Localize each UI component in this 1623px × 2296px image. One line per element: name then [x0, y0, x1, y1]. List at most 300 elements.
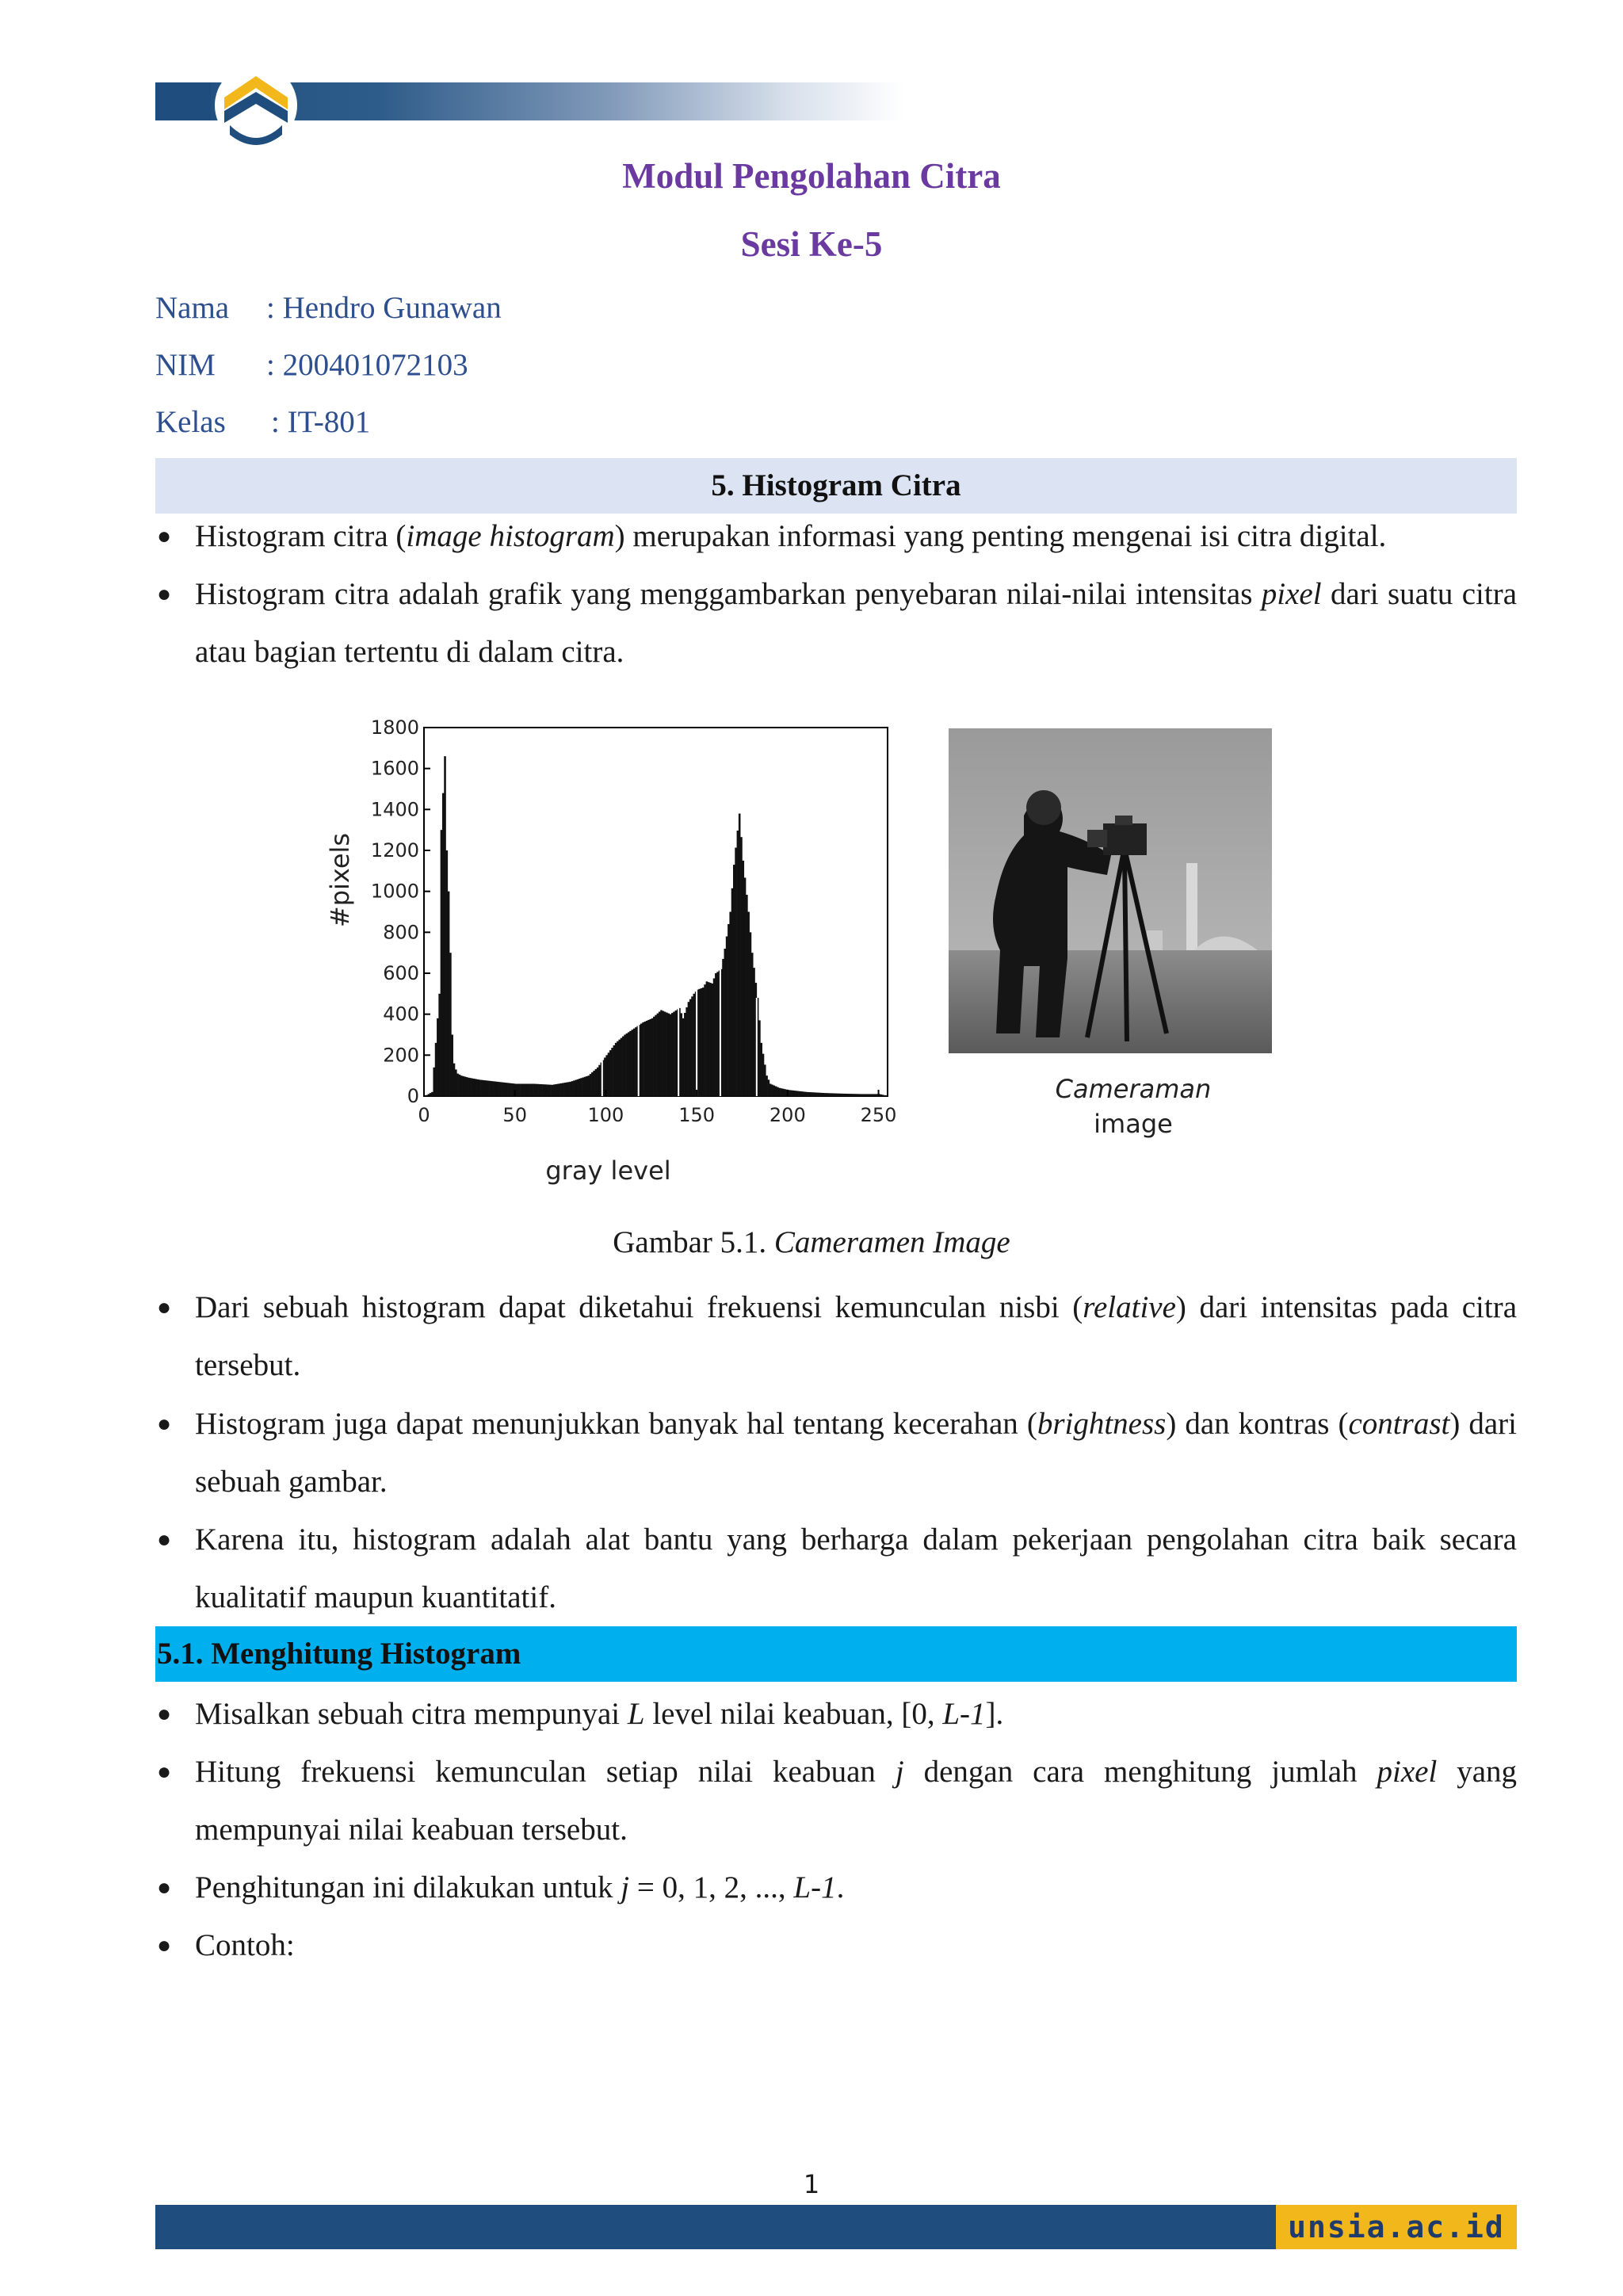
histogram-bar [724, 949, 727, 1096]
list-item-text: Penghitungan ini dilakukan untuk j = 0, 1, 2, ..., L-1. [195, 1870, 845, 1904]
histogram-bar [486, 1080, 488, 1096]
histogram-bar [884, 1095, 886, 1096]
histogram-bar [549, 1085, 552, 1096]
histogram-bar [456, 1074, 459, 1096]
histogram-bar [815, 1092, 817, 1096]
histogram-bar [453, 1064, 456, 1096]
histogram-bar [615, 1043, 617, 1096]
histogram-bar [479, 1079, 481, 1096]
histogram-bar [473, 1079, 475, 1096]
histogram-bar [737, 831, 739, 1096]
histogram-bar [521, 1084, 523, 1097]
histogram-bar [564, 1083, 567, 1096]
histogram-bar [750, 932, 752, 1096]
bullet-icon: ● [157, 1411, 172, 1437]
histogram-bar [442, 793, 445, 1096]
histogram-bar [587, 1075, 590, 1096]
histogram-bar [740, 837, 743, 1096]
histogram-bar [819, 1093, 821, 1096]
histogram-bar [609, 1050, 612, 1096]
histogram-bar [857, 1094, 859, 1096]
histogram-bar [556, 1084, 559, 1096]
histogram-bar [480, 1080, 483, 1096]
histogram-bar [704, 984, 706, 1096]
histogram-bar [831, 1093, 834, 1096]
histogram-bar [548, 1085, 550, 1096]
histogram-bar [462, 1076, 464, 1096]
histogram-bar [435, 1043, 437, 1096]
y-tick-label: 200 [383, 1044, 419, 1067]
figure-caption-prefix: Gambar 5.1. [613, 1225, 774, 1259]
histogram-bar [844, 1094, 846, 1096]
list-item [155, 565, 1517, 681]
list-item-text: Contoh: [195, 1928, 295, 1962]
name-value: : Hendro Gunawan [266, 291, 502, 325]
histogram-bar [837, 1094, 839, 1096]
histogram-bar [586, 1076, 588, 1096]
histogram-bar [511, 1083, 514, 1096]
histogram-bar [535, 1084, 537, 1096]
histogram-bar [682, 1018, 685, 1096]
histogram-bar [840, 1094, 842, 1096]
histogram-bar [882, 1095, 884, 1096]
histogram-bar [567, 1082, 570, 1096]
bullet-icon: ● [157, 1759, 172, 1785]
histogram-bar [459, 1075, 461, 1096]
histogram-bar [508, 1083, 510, 1096]
histogram-bar [778, 1088, 781, 1096]
histogram-bar [584, 1077, 586, 1096]
histogram-bar [577, 1079, 579, 1096]
histogram-bar [504, 1083, 506, 1096]
histogram-bar [498, 1082, 501, 1096]
histogram-bar [431, 1092, 433, 1096]
x-tick-label: 0 [418, 1104, 430, 1126]
histogram-bar [848, 1094, 850, 1096]
histogram-bar [875, 1094, 877, 1096]
histogram-bar [448, 892, 450, 1096]
y-tick-label: 1000 [370, 880, 419, 903]
histogram-bar [562, 1083, 564, 1096]
histogram-bar [685, 1007, 688, 1096]
nim-value: : 200401072103 [266, 348, 468, 382]
histogram-bar [827, 1093, 830, 1096]
list-item [155, 1278, 1517, 1394]
histogram-bar [817, 1093, 819, 1096]
histogram-bar [851, 1094, 854, 1096]
histogram-bar [595, 1069, 598, 1096]
histogram-bar [633, 1029, 636, 1096]
x-tick-label: 50 [502, 1104, 527, 1126]
histogram-bar [675, 1010, 678, 1096]
histogram-bar [693, 994, 696, 1096]
histogram-bar [777, 1087, 779, 1096]
histogram-bar [500, 1082, 502, 1096]
histogram-bar [739, 814, 741, 1097]
histogram-bar [826, 1093, 828, 1096]
histogram-bar [670, 1014, 672, 1096]
histogram-bar [865, 1094, 868, 1096]
histogram-bar [733, 865, 735, 1096]
x-tick-label: 100 [587, 1104, 624, 1126]
histogram-bar [830, 1093, 832, 1096]
bullet-icon: ● [157, 1526, 172, 1553]
histogram-bar [646, 1021, 648, 1096]
student-name-row [155, 290, 502, 326]
histogram-bar [711, 984, 713, 1096]
histogram-chart [317, 713, 911, 1197]
histogram-bar [663, 1011, 665, 1096]
y-tick-label: 1800 [370, 716, 419, 739]
histogram-bar [702, 988, 705, 1096]
histogram-bar [820, 1093, 823, 1096]
section-heading: 5. Histogram Citra [155, 458, 1517, 514]
histogram-bar [469, 1078, 472, 1096]
list-item [155, 1859, 1517, 1916]
x-tick-label: 250 [860, 1104, 897, 1126]
histogram-bar [760, 1043, 762, 1096]
histogram-bar [764, 1064, 766, 1096]
histogram-bar [552, 1085, 554, 1096]
histogram-bar [539, 1084, 541, 1096]
histogram-bar [528, 1084, 530, 1097]
histogram-bar [751, 953, 754, 1096]
histogram-bar [809, 1092, 812, 1096]
histogram-bar [802, 1091, 804, 1096]
histogram-bar [822, 1093, 824, 1096]
histogram-bar [864, 1094, 866, 1096]
histogram-bar [497, 1082, 499, 1096]
histogram-bar [525, 1084, 528, 1097]
y-tick-label: 1400 [370, 798, 419, 821]
histogram-bar [626, 1033, 628, 1096]
list-item-text: Histogram juga dapat menunjukkan banyak hal tentang kecerahan (brightness) dan kontras (contrast) dari sebuah gambar. [195, 1407, 1517, 1499]
histogram-bar [487, 1081, 490, 1096]
histogram-bar [808, 1092, 810, 1096]
histogram-bar [531, 1084, 533, 1097]
histogram-bar [868, 1094, 870, 1096]
histogram-bar [753, 968, 755, 1096]
list-item-text: Dari sebuah histogram dapat diketahui frekuensi kemunculan nisbi (relative) dari intensitas pada citra tersebut. [195, 1290, 1518, 1382]
bullet-icon: ● [157, 523, 172, 549]
bullet-icon: ● [157, 581, 172, 607]
y-tick-label: 1600 [370, 757, 419, 780]
student-class-row [155, 404, 370, 440]
histogram-bar [812, 1092, 814, 1096]
histogram-bar [597, 1068, 599, 1096]
class-label: Kelas [155, 405, 226, 439]
histogram-bar [729, 912, 731, 1097]
histogram-bar [766, 1075, 768, 1096]
university-logo [212, 62, 300, 149]
histogram-bar [455, 1069, 457, 1096]
figure-caption [0, 1224, 1623, 1260]
name-label: Nama [155, 291, 230, 325]
bullet-icon: ● [157, 1874, 172, 1901]
histogram-bar [629, 1031, 632, 1096]
y-axis-label: #pixels [325, 832, 355, 928]
histogram-bar [628, 1032, 630, 1096]
histogram-bar [713, 978, 716, 1096]
document-subtitle: Sesi Ke-5 [740, 224, 883, 264]
histogram-bar [613, 1045, 616, 1096]
histogram-bar [621, 1038, 623, 1096]
histogram-bar [660, 1010, 663, 1097]
histogram-bar [433, 1068, 435, 1096]
list-item-text: Hitung frekuensi kemunculan setiap nilai keabuan j dengan cara menghitung jumlah pixel yang mempunyai nilai keabuan tersebut. [195, 1755, 1518, 1847]
histogram-bar [735, 848, 737, 1096]
histogram-bar [617, 1041, 619, 1096]
histogram-bar [444, 756, 446, 1096]
list-item-text: Histogram citra (image histogram) merupakan informasi yang penting mengenai isi citra digital. [195, 519, 1387, 553]
histogram-bar [689, 999, 692, 1096]
histogram-bar [657, 1014, 659, 1096]
histogram-bar [647, 1020, 650, 1096]
page-number: 1 [803, 2169, 820, 2199]
histogram-bar [598, 1065, 601, 1096]
histogram-bar [490, 1081, 492, 1096]
histogram-bar [653, 1017, 655, 1096]
photo-label-line-1: Cameraman [1055, 1074, 1212, 1104]
histogram-bar [522, 1084, 525, 1097]
histogram-bar [688, 1002, 690, 1096]
histogram-bar [858, 1094, 861, 1096]
histogram-bar [666, 1013, 668, 1096]
histogram-bar [591, 1072, 594, 1096]
histogram-bar [651, 1018, 654, 1096]
histogram-bar [698, 989, 701, 1096]
histogram-bar [533, 1084, 536, 1097]
histogram-bar [744, 877, 747, 1096]
histogram-bar [742, 861, 744, 1096]
bullet-icon: ● [157, 1294, 172, 1320]
histogram-bar [451, 1035, 453, 1097]
histogram-bar [862, 1094, 865, 1096]
histogram-bar [834, 1094, 837, 1096]
histogram-bar [775, 1087, 777, 1096]
list-item [155, 1743, 1517, 1859]
list-item [155, 1916, 1517, 1974]
histogram-bar [484, 1080, 487, 1096]
histogram-bar [571, 1081, 574, 1096]
histogram-bar [446, 850, 449, 1096]
cameraman-photo [949, 728, 1272, 1053]
histogram-bar [769, 1084, 772, 1097]
list-item [155, 1511, 1517, 1626]
histogram-bar [502, 1083, 505, 1096]
histogram-bar [813, 1092, 815, 1096]
histogram-bar [449, 953, 452, 1096]
histogram-bar [510, 1083, 512, 1096]
histogram-bar [838, 1094, 841, 1096]
histogram-bar [580, 1078, 582, 1096]
footer-site-link[interactable]: unsia.ac.id [1276, 2205, 1517, 2249]
histogram-bar [701, 988, 703, 1096]
histogram-bar [861, 1094, 863, 1096]
histogram-bar [632, 1030, 634, 1096]
histogram-bar [706, 981, 708, 1096]
histogram-bar [800, 1091, 803, 1096]
histogram-bar [644, 1022, 647, 1096]
histogram-bar [793, 1091, 796, 1096]
list-item [155, 1685, 1517, 1743]
histogram-bar [472, 1079, 474, 1096]
histogram-bar [475, 1079, 477, 1096]
histogram-bar [529, 1084, 532, 1097]
photo-label-line-2: image [1094, 1109, 1173, 1139]
histogram-bar [477, 1079, 479, 1096]
histogram-bar [871, 1094, 873, 1096]
histogram-bar [566, 1083, 568, 1096]
histogram-bar [540, 1084, 543, 1096]
histogram-bar [493, 1081, 495, 1096]
histogram-bar [664, 1012, 666, 1096]
histogram-bar [869, 1094, 872, 1096]
histogram-bar [880, 1095, 883, 1096]
histogram-bar [789, 1091, 792, 1096]
histogram-bar [806, 1092, 808, 1096]
nim-label: NIM [155, 348, 216, 382]
y-tick-label: 400 [383, 1003, 419, 1026]
photo-label [1030, 1072, 1236, 1141]
histogram-bar [618, 1040, 621, 1096]
histogram-bar [855, 1094, 857, 1096]
histogram-bar [635, 1027, 637, 1096]
histogram-bar [842, 1094, 845, 1096]
histogram-bar [727, 924, 730, 1096]
histogram-bar [611, 1048, 613, 1096]
histogram-bar [659, 1012, 661, 1096]
histogram-bar [622, 1037, 624, 1096]
histogram-bar [758, 1020, 761, 1096]
list-item-text: Histogram citra adalah grafik yang menggambarkan penyebaran nilai-nilai intensitas pixel dari suatu citra atau bagian tertentu di dalam citra. [195, 577, 1518, 669]
histogram-bar [642, 1022, 644, 1096]
histogram-bar [709, 983, 712, 1096]
histogram-bar [495, 1082, 497, 1096]
y-tick-label: 800 [383, 921, 419, 944]
histogram-bar [771, 1085, 773, 1096]
x-axis-label: gray level [545, 1156, 671, 1186]
histogram-bar [537, 1084, 539, 1096]
histogram-bar [506, 1083, 508, 1096]
histogram-bar [560, 1083, 563, 1096]
histogram-bar [655, 1015, 657, 1096]
y-tick-label: 1200 [370, 839, 419, 861]
histogram-bar [799, 1091, 801, 1096]
histogram-bar [833, 1094, 835, 1096]
histogram-bar [791, 1091, 793, 1096]
class-value: : IT-801 [271, 405, 371, 439]
histogram-bar [762, 1054, 765, 1096]
histogram-bar [708, 982, 710, 1096]
histogram-bar [559, 1083, 561, 1096]
bullet-icon: ● [157, 1932, 172, 1958]
list-item-text: Misalkan sebuah citra mempunyai L level nilai keabuan, [0, L-1]. [195, 1697, 1004, 1731]
histogram-bar [873, 1094, 876, 1096]
histogram-bar [570, 1082, 572, 1096]
histogram-bar [524, 1084, 526, 1097]
histogram-bar [716, 972, 719, 1096]
histogram-bar [590, 1074, 592, 1096]
y-tick-label: 0 [407, 1085, 419, 1107]
histogram-bar [781, 1088, 783, 1096]
header-banner-block [155, 82, 211, 120]
document-title: Modul Pengolahan Citra [622, 156, 1001, 196]
histogram-bar [795, 1091, 797, 1096]
histogram-bar [673, 1012, 675, 1096]
histogram-bar [784, 1089, 786, 1096]
subsection-heading-text: 5.1. Menghitung Histogram [157, 1637, 521, 1671]
histogram-bar [555, 1084, 557, 1096]
list-item-text: Karena itu, histogram adalah alat bantu yang berharga dalam pekerjaan pengolahan citra baik secara kualitatif maupun kuantitatif. [195, 1522, 1517, 1614]
figure-caption-italic: Cameramen Image [773, 1225, 1010, 1259]
histogram-bar [608, 1052, 610, 1096]
histogram-bar [553, 1084, 556, 1096]
subsection-heading [155, 1626, 1517, 1682]
histogram-bar [579, 1079, 581, 1096]
histogram-bar [886, 1095, 888, 1096]
histogram-bar [575, 1080, 577, 1096]
student-nim-row [155, 347, 468, 383]
histogram-bar [684, 1013, 686, 1096]
histogram-bar [544, 1084, 546, 1096]
histogram-bar [491, 1081, 494, 1096]
histogram-bar [546, 1084, 548, 1096]
histogram-bar [731, 888, 734, 1096]
histogram-bar [824, 1093, 827, 1096]
histogram-bar [671, 1013, 674, 1096]
histogram-bar [715, 973, 717, 1096]
histogram-bar [691, 996, 693, 1096]
histogram-bar [518, 1084, 521, 1097]
histogram-bar [517, 1084, 519, 1097]
histogram-bar [482, 1080, 484, 1096]
histogram-bar [850, 1094, 852, 1096]
histogram-bar [782, 1089, 785, 1096]
list-item [155, 1395, 1517, 1511]
histogram-bar [640, 1024, 643, 1096]
y-tick-label: 600 [383, 962, 419, 984]
histogram-bar [804, 1092, 806, 1096]
histogram-bar [438, 994, 441, 1096]
histogram-bar [680, 1013, 682, 1096]
histogram-bar [746, 895, 748, 1096]
histogram-bar [593, 1071, 595, 1096]
histogram-bar [437, 1018, 439, 1096]
histogram-bar [441, 830, 443, 1096]
histogram-bar [722, 959, 724, 1096]
histogram-bar [468, 1078, 470, 1096]
histogram-bar [464, 1076, 466, 1096]
histogram-bar [573, 1080, 575, 1096]
bullet-icon: ● [157, 1701, 172, 1727]
x-tick-label: 200 [769, 1104, 806, 1126]
histogram-bar [542, 1084, 544, 1096]
histogram-bar [582, 1077, 585, 1096]
histogram-bar [649, 1019, 651, 1096]
x-tick-label: 150 [678, 1104, 716, 1126]
histogram-bar [667, 1014, 670, 1096]
list-item [155, 507, 1517, 565]
histogram-bar [460, 1075, 463, 1096]
histogram-bar [624, 1035, 626, 1097]
histogram-bar [726, 937, 728, 1097]
histogram-bar [846, 1094, 848, 1096]
histogram-bar [768, 1079, 770, 1096]
histogram-bar [853, 1094, 855, 1096]
histogram-bar [773, 1086, 775, 1096]
histogram-bar [747, 912, 750, 1097]
